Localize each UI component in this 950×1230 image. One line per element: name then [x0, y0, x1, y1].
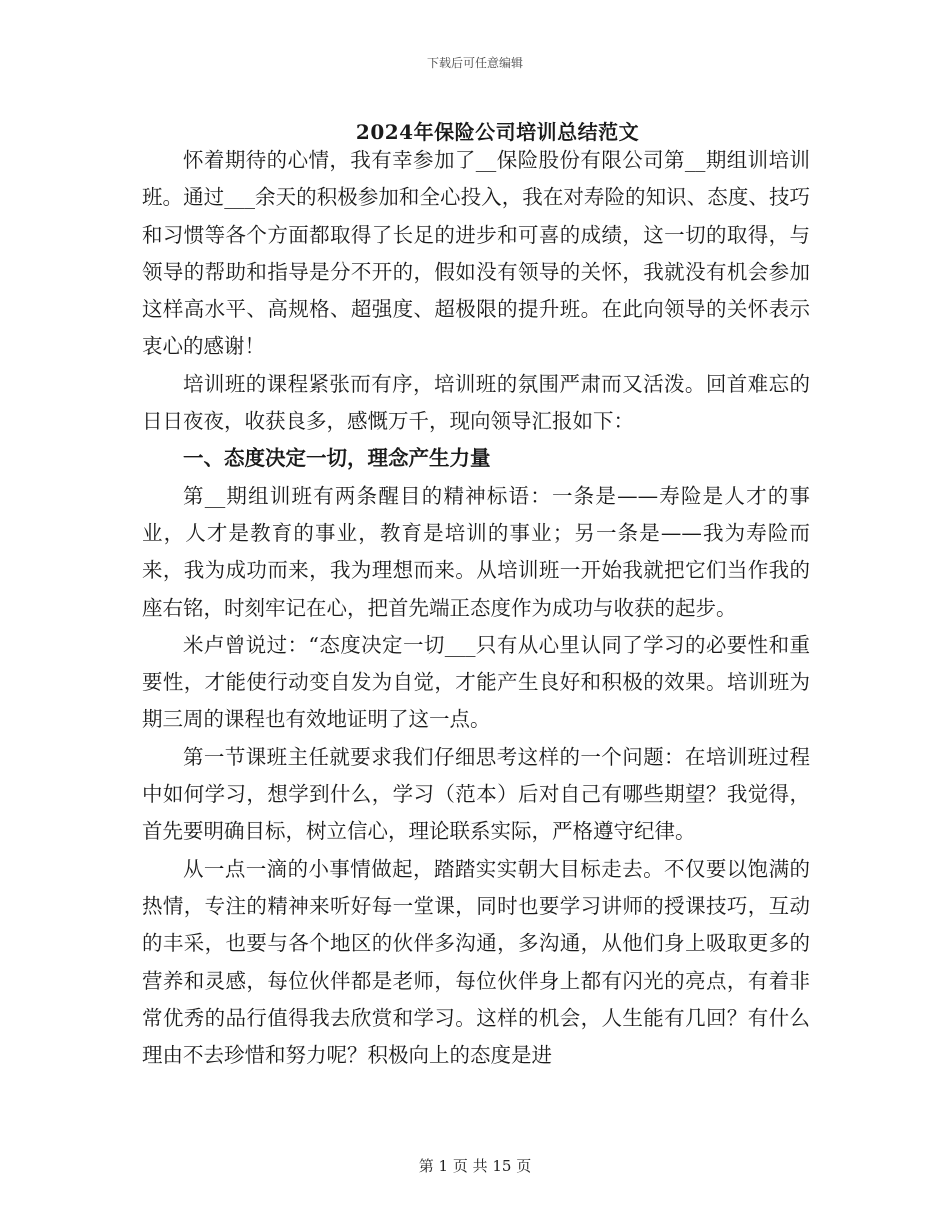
page-number: 第 1 页 共 15 页	[418, 1157, 532, 1175]
document-title: 2024年保险公司培训总结范文	[355, 120, 640, 144]
header-note: 下载后可任意编辑	[426, 56, 523, 70]
paragraph-overview: 培训班的课程紧张而有序，培训班的氛围严肃而又活泼。回首难忘的日日夜夜，收获良多，感慨万千，现向领导汇报如下：	[142, 371, 810, 434]
document-body	[142, 142, 810, 1074]
paragraph-first-lesson: 第一节课班主任就要求我们仔细思考这样的一个问题：在培训班过程中如何学习，想学到什么，学习（范本）后对自己有哪些期望？我觉得，首先要明确目标，树立信心，理论联系实际，严格遵守纪律。	[142, 744, 810, 844]
paragraph-small-steps: 从一点一滴的小事情做起，踏踏实实朝大目标走去。不仅要以饱满的热情，专注的精神来听好每一堂课，同时也要学习讲师的授课技巧，互动的丰采，也要与各个地区的伙伴多沟通，多沟通，从他们身上吸取更多的营养和灵感，每位伙伴都是老师，每位伙伴身上都有闪光的亮点，有着非常优秀的品行值得我去欣赏和学习。这样的机会，人生能有几回？有什么理由不去珍惜和努力呢？积极向上的态度是进	[142, 856, 810, 1068]
paragraph-slogans: 第__期组训班有两条醒目的精神标语：一条是——寿险是人才的事业，人才是教育的事业，教育是培训的事业；另一条是——我为寿险而来，我为成功而来，我为理想而来。从培训班一开始我就把它们当作我的座右铭，时刻牢记在心，把首先端正态度作为成功与收获的起步。	[142, 483, 810, 620]
paragraph-intro: 怀着期待的心情，我有幸参加了__保险股份有限公司第__期组训培训班。通过___余天的积极参加和全心投入，我在对寿险的知识、态度、技巧和习惯等各个方面都取得了长足的进步和可喜的成绩，这一切的取得，与领导的帮助和指导是分不开的，假如没有领导的关怀，我就没有机会参加这样高水平、高规格、超强度、超极限的提升班。在此向领导的关怀表示衷心的感谢！	[142, 148, 810, 359]
paragraph-quote: 米卢曾说过：“态度决定一切___只有从心里认同了学习的必要性和重要性，才能使行动变自发为自觉，才能产生良好和积极的效果。培训班为期三周的课程也有效地证明了这一点。	[142, 632, 810, 732]
section-heading: 一、态度决定一切，理念产生力量	[183, 446, 491, 471]
